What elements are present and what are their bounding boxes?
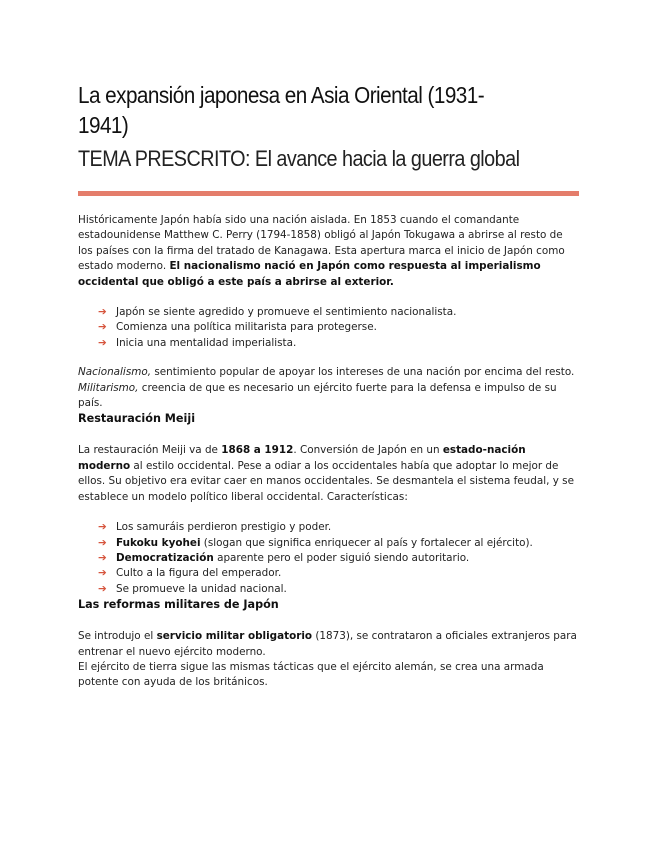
arrow-right-icon: ➔ bbox=[98, 567, 107, 580]
title-divider bbox=[78, 191, 579, 196]
list-item bbox=[98, 305, 579, 320]
intro-text: Históricamente Japón había sido una nación aislada. En 1853 cuando el comandante estadounidense Matthew C. Perry (1794-1858) obligó al Japón Tokugawa a abrirse al resto de los países con la firma del tratado de Kanagawa. Esta apertura marca el inicio de Japón como estado moderno. bbox=[78, 214, 565, 273]
list-item bbox=[98, 551, 579, 566]
meiji-text: al estilo occidental. Pese a odiar a los occidentales había que adoptar lo mejor de ellos. Su objetivo era evitar caer en manos occidentales. Se desmantela el sistema feudal, y se establece un modelo político liberal occidental. Características: bbox=[78, 459, 574, 503]
section-heading-meiji: Restauración Meiji bbox=[78, 412, 196, 426]
intro-paragraph bbox=[78, 213, 579, 290]
nacionalismo-term: Nacionalismo, bbox=[78, 366, 152, 379]
arrow-right-icon: ➔ bbox=[98, 306, 107, 319]
meiji-bold-term: estado-nación moderno bbox=[78, 444, 526, 472]
list-item bbox=[98, 566, 579, 581]
military-text-2: El ejército de tierra sigue las mismas tácticas que el ejército alemán, se crea una armada potente con ayuda de los británicos. bbox=[78, 660, 544, 689]
list-item bbox=[98, 520, 579, 535]
list-item-bold: Democratización bbox=[116, 551, 214, 564]
intro-bold-text: El nacionalismo nació en Japón como respuesta al imperialismo occidental que obligó a este país a abrirse al exterior. bbox=[78, 260, 541, 288]
list-item-text: Los samuráis perdieron prestigio y poder. bbox=[116, 521, 332, 534]
list-item bbox=[98, 582, 579, 597]
list-item-bold: Fukoku kyohei bbox=[116, 536, 201, 549]
list-item-text: Culto a la figura del emperador. bbox=[116, 567, 282, 580]
militarismo-term: Militarismo, bbox=[78, 381, 139, 394]
list-item bbox=[98, 536, 579, 551]
nacionalismo-definition: sentimiento popular de apoyar los intereses de una nación por encima del resto. bbox=[151, 366, 575, 379]
arrow-right-icon: ➔ bbox=[98, 321, 107, 334]
meiji-text: . Conversión de Japón en un bbox=[293, 444, 443, 457]
arrow-right-icon: ➔ bbox=[98, 521, 107, 534]
military-bold-term: servicio militar obligatorio bbox=[156, 630, 313, 643]
list-item-text: (slogan que significa enriquecer al país y fortalecer al ejército). bbox=[200, 536, 533, 549]
list-item-text: Se promueve la unidad nacional. bbox=[116, 582, 287, 595]
list-item-text: Comienza una política militarista para protegerse. bbox=[116, 321, 377, 334]
meiji-paragraph bbox=[78, 443, 579, 505]
military-text: (1873), se contrataron a oficiales extranjeros para entrenar el nuevo ejército moderno. bbox=[78, 630, 577, 658]
arrow-right-icon: ➔ bbox=[98, 582, 107, 595]
militarismo-definition: creencia de que es necesario un ejército fuerte para la defensa e impulso de su país. bbox=[78, 381, 557, 410]
arrow-right-icon: ➔ bbox=[98, 336, 107, 349]
list-item-text: aparente pero el poder siguió siendo autoritario. bbox=[213, 551, 470, 564]
arrow-right-icon: ➔ bbox=[98, 551, 107, 564]
list-item bbox=[98, 320, 579, 335]
section-heading-military-reforms: Las reformas militares de Japón bbox=[78, 598, 279, 612]
page-title: La expansión japonesa en Asia Oriental (1931-1941) bbox=[78, 82, 485, 138]
definitions-paragraph bbox=[78, 365, 579, 411]
page-subtitle: TEMA PRESCRITO: El avance hacia la guerra global bbox=[78, 146, 520, 171]
list-item bbox=[98, 336, 579, 351]
military-paragraph bbox=[78, 629, 579, 691]
meiji-text: La restauración Meiji va de bbox=[78, 444, 222, 457]
meiji-dates: 1868 a 1912 bbox=[221, 444, 294, 457]
list-item-text: Inicia una mentalidad imperialista. bbox=[116, 336, 297, 349]
meiji-characteristics-list bbox=[78, 520, 579, 597]
consequences-list bbox=[78, 305, 579, 351]
arrow-right-icon: ➔ bbox=[98, 536, 107, 549]
military-text: Se introdujo el bbox=[78, 630, 157, 643]
list-item-text: Japón se siente agredido y promueve el sentimiento nacionalista. bbox=[116, 306, 457, 319]
